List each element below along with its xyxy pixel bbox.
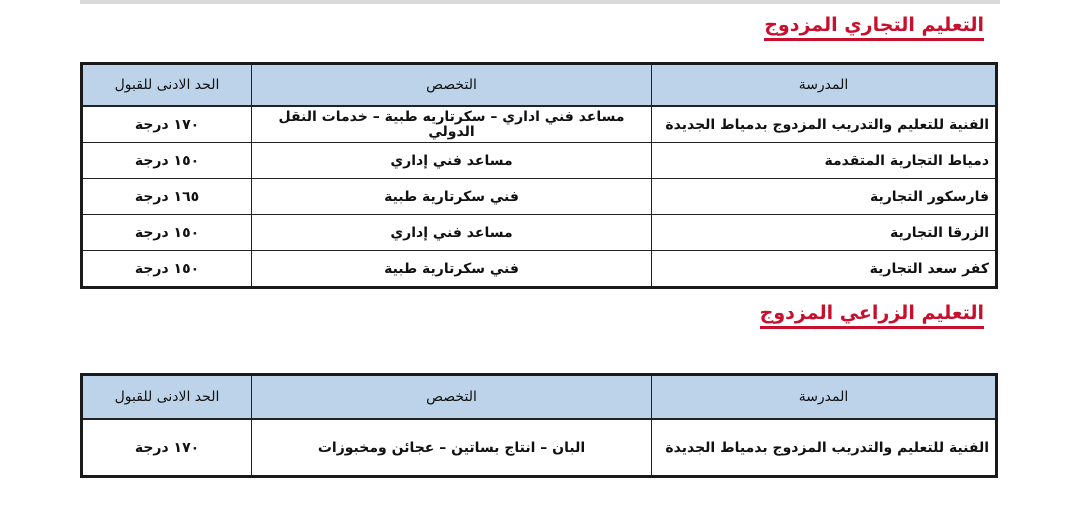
school-cell: فارسكور التجارية — [652, 179, 997, 215]
spec-cell: فني سكرتارية طبية — [252, 251, 652, 288]
commercial-table — [80, 62, 998, 289]
min-score-cell: ١٥٠ درجة — [82, 251, 252, 288]
top-divider — [80, 0, 1000, 4]
min-score-cell: ١٥٠ درجة — [82, 143, 252, 179]
table-row — [82, 215, 997, 251]
school-cell: كفر سعد التجارية — [652, 251, 997, 288]
min-score-cell: ١٥٠ درجة — [82, 215, 252, 251]
school-cell: الفنية للتعليم والتدريب المزدوج بدمياط الجديدة — [652, 419, 997, 477]
table-row — [82, 143, 997, 179]
header-school: المدرسة — [652, 64, 997, 107]
header-school: المدرسة — [652, 375, 997, 420]
min-score-cell: ١٧٠ درجة — [82, 419, 252, 477]
min-score-cell: ١٧٠ درجة — [82, 106, 252, 143]
spec-cell: مساعد فني إداري — [252, 215, 652, 251]
table-row — [82, 419, 997, 477]
spec-cell: فني سكرتارية طبية — [252, 179, 652, 215]
min-score-cell: ١٦٥ درجة — [82, 179, 252, 215]
table-row — [82, 251, 997, 288]
header-min-score: الحد الادنى للقبول — [82, 375, 252, 420]
table-row — [82, 179, 997, 215]
agricultural-section-title: التعليم الزراعي المزدوج — [760, 302, 984, 329]
table-row — [82, 106, 997, 143]
header-spec: التخصص — [252, 375, 652, 420]
spec-cell: مساعد فني إداري — [252, 143, 652, 179]
commercial-section-title: التعليم التجاري المزدوج — [764, 14, 984, 41]
spec-cell: البان – انتاج بساتين – عجائن ومخبوزات — [252, 419, 652, 477]
spec-cell: مساعد فني اداري – سكرتاريه طبية – خدمات النقل الدولي — [252, 106, 652, 143]
table-header-row — [82, 375, 997, 420]
header-spec: التخصص — [252, 64, 652, 107]
school-cell: دمياط التجارية المتقدمة — [652, 143, 997, 179]
header-min-score: الحد الادنى للقبول — [82, 64, 252, 107]
school-cell: الزرقا التجارية — [652, 215, 997, 251]
table-header-row — [82, 64, 997, 107]
school-cell: الفنية للتعليم والتدريب المزدوج بدمياط الجديدة — [652, 106, 997, 143]
agricultural-table — [80, 373, 998, 478]
